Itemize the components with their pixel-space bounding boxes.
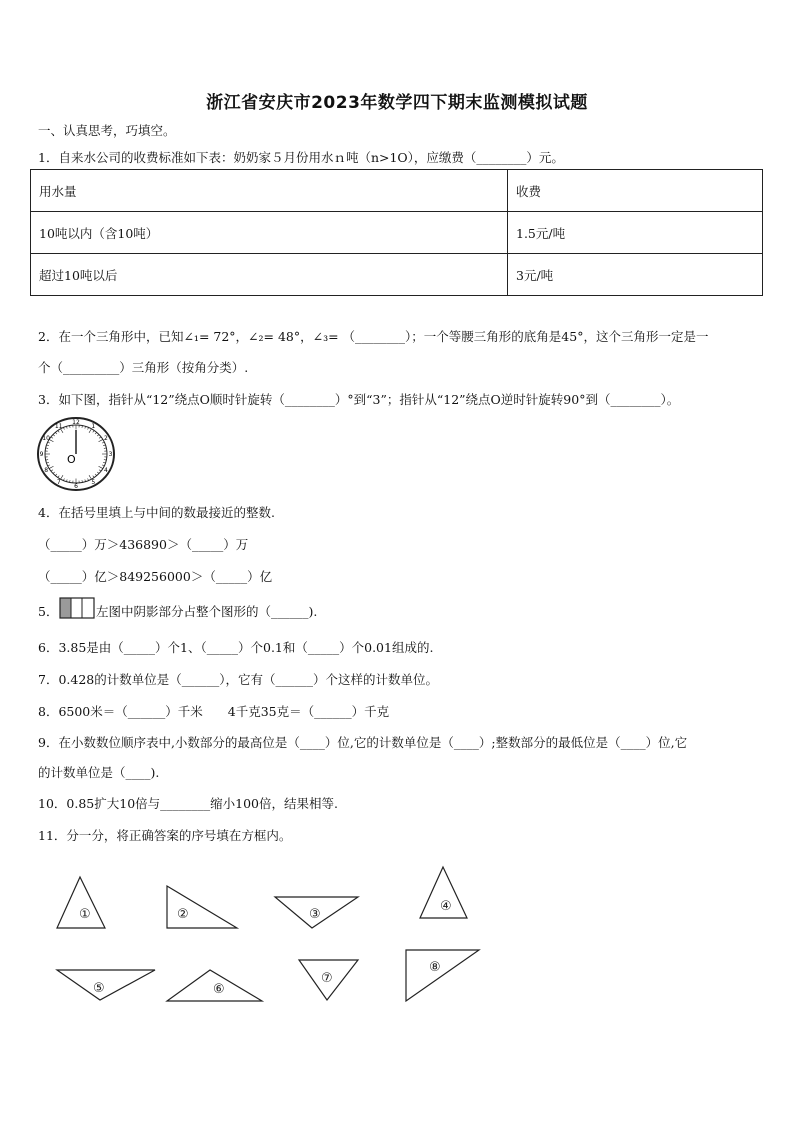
fee-table (30, 169, 763, 296)
clock-tick (103, 462, 105, 463)
table-row (31, 212, 763, 254)
triangle-label: ⑧ (429, 960, 441, 975)
triangle-label: ⑦ (321, 971, 333, 986)
clock-tick (102, 465, 104, 466)
clock-number: 11 (54, 423, 63, 431)
clock-tick (53, 435, 55, 437)
clock-number: 10 (42, 434, 50, 442)
clock-number: 7 (56, 478, 61, 486)
clock-tick (55, 474, 57, 476)
table-cell: 3元/吨 (508, 254, 763, 296)
clock-tick (99, 437, 101, 438)
triangle-label: ③ (309, 907, 321, 922)
clock-tick (48, 465, 50, 466)
clock-tick (99, 466, 103, 468)
clock-tick (58, 430, 59, 432)
triangles-figure (0, 860, 794, 1010)
question-3: 3．如下图，指针从“12”绕点O顺时针旋转（________）°到“3”；指针从“12”绕点O逆时针旋转90°到（________）。 (38, 392, 680, 407)
triangle-label: ⑤ (93, 981, 105, 996)
clock-number: 8 (44, 467, 49, 475)
clock-tick (93, 430, 94, 432)
clock-tick (99, 470, 101, 471)
clock-tick (55, 432, 57, 434)
clock-tick (53, 472, 55, 474)
clock-number: 9 (39, 451, 44, 458)
clock-tick (97, 435, 99, 437)
clock-tick (48, 442, 50, 443)
clock-tick (95, 474, 97, 476)
clock-number: 1 (91, 423, 96, 431)
triangle-label: ② (177, 907, 189, 922)
question-1: 1．自来水公司的收费标准如下表：奶奶家５月份用水ｎ吨（n>1O），应缴费（________）元。 (38, 150, 564, 165)
question-9-line-2: 的计数单位是（____). (38, 765, 160, 780)
table-header-row (31, 170, 763, 212)
clock-tick (97, 472, 99, 474)
triangle-label: ⑥ (213, 982, 225, 997)
clock-tick (99, 439, 103, 441)
clock-number: 6 (74, 483, 78, 491)
question-6: 6．3.85是由（_____）个1、（_____）个0.1和（_____）个0.01组成的. (38, 640, 434, 655)
clock-figure (36, 416, 122, 494)
triangle-label: ① (79, 907, 91, 922)
table-cell: 超过10吨以后 (31, 254, 508, 296)
table-cell: 1.5元/吨 (508, 212, 763, 254)
table-header-cell: 用水量 (31, 170, 508, 212)
clock-tick (102, 442, 104, 443)
question-5: 左图中阴影部分占整个图形的（______). (96, 604, 318, 619)
triangle-8 (406, 950, 479, 1001)
clock-tick (93, 476, 94, 478)
clock-number: 5 (91, 478, 96, 486)
clock-tick (49, 466, 53, 468)
question-2-line-2: 个（_________）三角形（按角分类）. (38, 360, 249, 375)
clock-center-label: O (67, 453, 76, 466)
shaded-part (60, 598, 71, 618)
question-7: 7．0.428的计数单位是（______），它有（______）个这样的计数单位。 (38, 672, 438, 687)
table-cell: 10吨以内（含10吨） (31, 212, 508, 254)
page-title: 浙江省安庆市2023年数学四下期末监测模拟试题 (206, 93, 588, 113)
question-8: 8．6500米＝（______）千米 4千克35克＝（______）千克 (38, 704, 390, 719)
clock-tick (61, 475, 64, 479)
question-11: 11．分一分，将正确答案的序号填在方框内。 (38, 828, 292, 843)
question-4: 4．在括号里填上与中间的数最接近的整数. (38, 505, 275, 520)
clock-tick (47, 445, 49, 446)
clock-tick (51, 470, 53, 471)
clock-number: 12 (72, 418, 80, 426)
shaded-rectangle-figure (59, 597, 95, 619)
triangle-label: ④ (440, 899, 452, 914)
table-header-cell: 收费 (508, 170, 763, 212)
clock-tick (58, 476, 59, 478)
section-title: 一、认真思考，巧填空。 (38, 123, 176, 138)
question-4-line-2: （_____）亿＞849256000＞（_____）亿 (38, 569, 273, 584)
clock-number: 2 (103, 434, 108, 442)
question-9-line-1: 9．在小数数位顺序表中,小数部分的最高位是（____）位,它的计数单位是（____）;整数部分的最低位是（____）位,它 (38, 735, 688, 750)
question-2-line-1: 2．在一个三角形中，已知∠₁= 72°，∠₂= 48°，∠₃= （________）；一个等腰三角形的底角是45°，这个三角形一定是一 (38, 329, 709, 344)
clock-tick (95, 432, 97, 434)
clock-number: 3 (108, 451, 113, 458)
clock-tick (47, 462, 49, 463)
clock-tick (103, 445, 105, 446)
clock-number: 4 (103, 467, 108, 475)
question-4-line-1: （_____）万＞436890＞（_____）万 (38, 537, 249, 552)
triangle-5 (57, 970, 155, 1000)
table-row (31, 254, 763, 296)
question-10: 10．0.85扩大10倍与________缩小100倍，结果相等. (38, 796, 338, 811)
question-5-number: 5． (38, 604, 59, 619)
clock-tick (51, 437, 53, 438)
